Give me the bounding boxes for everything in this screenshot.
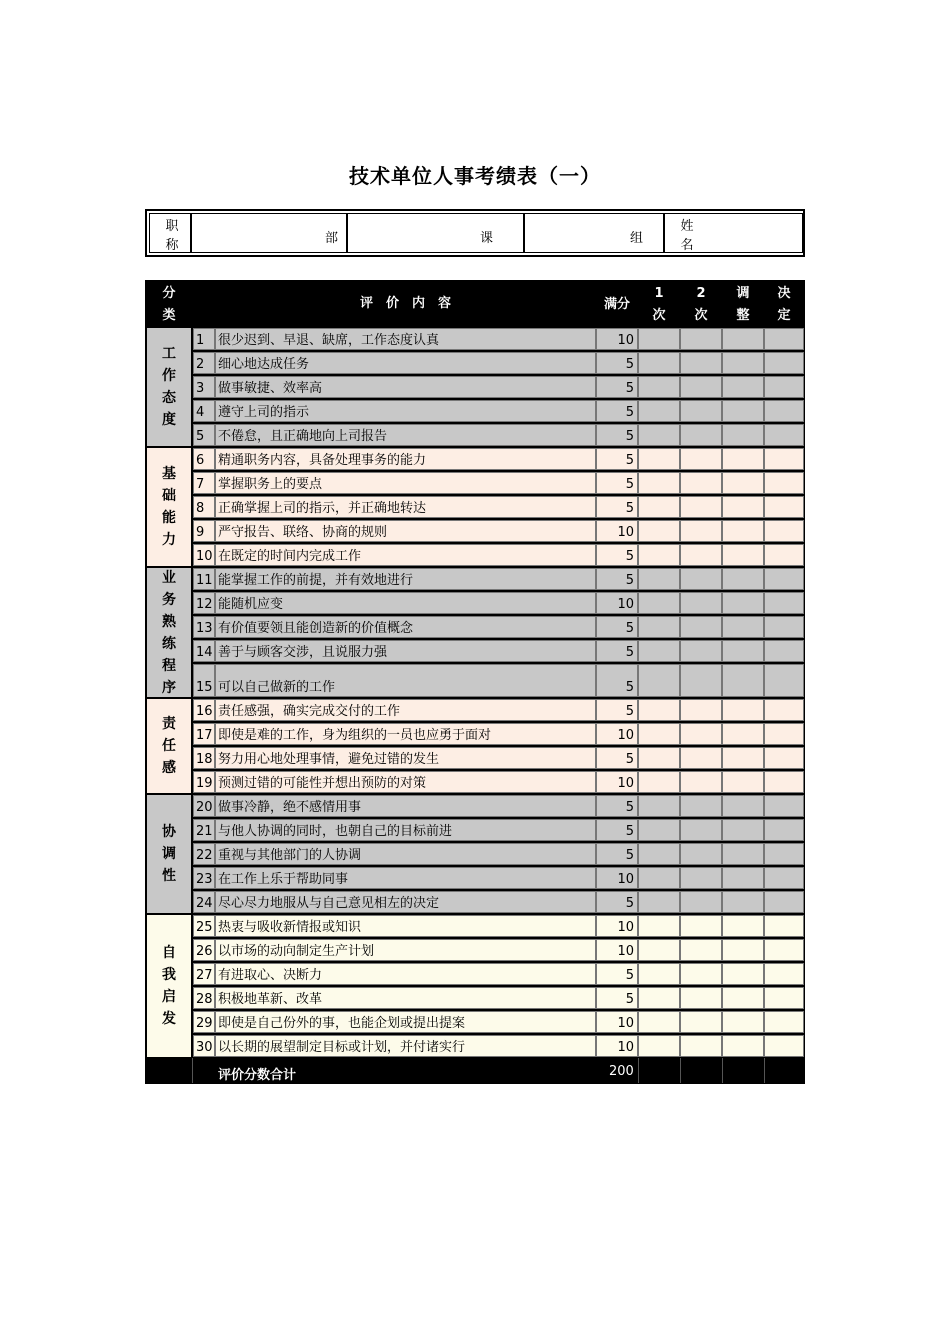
first-review-score-field[interactable] [638, 867, 680, 889]
category-char: 态 [162, 390, 176, 406]
item-description: 很少迟到、早退、缺席，工作态度认真 [215, 328, 596, 350]
category-char: 协 [162, 824, 176, 840]
first-review-score-field[interactable] [638, 963, 680, 985]
category-char: 熟 [162, 613, 176, 630]
second-review-score-field[interactable] [680, 699, 722, 721]
item-number: 13 [193, 616, 215, 638]
adjusted-score-field[interactable] [722, 544, 764, 566]
second-review-score-field[interactable] [680, 771, 722, 793]
item-description: 热衷与吸收新情报或知识 [215, 915, 596, 937]
group-label: 组 [629, 231, 643, 246]
item-number: 29 [193, 1011, 215, 1033]
second-review-score-field[interactable] [680, 568, 722, 590]
table-row [146, 770, 804, 794]
final-score-field[interactable] [764, 987, 804, 1009]
second-review-score-field[interactable] [680, 987, 722, 1009]
table-row [146, 567, 804, 591]
item-full-score: 5 [596, 496, 638, 518]
second-review-score-field[interactable] [680, 640, 722, 662]
adjusted-score-field[interactable] [722, 1035, 764, 1057]
item-number: 26 [193, 939, 215, 961]
table-row [146, 495, 804, 519]
item-number: 18 [193, 747, 215, 769]
item-description: 细心地达成任务 [215, 352, 596, 374]
first-review-score-field[interactable] [638, 664, 680, 697]
second-review-score-field[interactable] [680, 616, 722, 638]
first-review-score-field[interactable] [638, 520, 680, 542]
final-score-field[interactable] [764, 328, 804, 350]
adjusted-score-field[interactable] [722, 723, 764, 745]
category-char: 自 [162, 945, 176, 961]
category-cell [147, 795, 191, 913]
adjusted-score-field[interactable] [722, 616, 764, 638]
table-row [146, 914, 804, 938]
final-score-field[interactable] [764, 795, 804, 817]
final-score-field[interactable] [764, 699, 804, 721]
second-review-score-field[interactable] [680, 592, 722, 614]
item-full-score: 5 [596, 544, 638, 566]
item-full-score: 10 [596, 867, 638, 889]
item-number: 27 [193, 963, 215, 985]
item-full-score: 10 [596, 520, 638, 542]
item-number: 11 [193, 568, 215, 590]
adjusted-score-field[interactable] [722, 328, 764, 350]
item-number: 25 [193, 915, 215, 937]
item-number: 16 [193, 699, 215, 721]
second-review-score-field[interactable] [680, 1035, 722, 1057]
category-char: 启 [162, 989, 176, 1005]
category-char: 感 [162, 760, 176, 776]
category-char: 础 [162, 488, 176, 504]
item-description: 做事冷静，绝不感情用事 [215, 795, 596, 817]
item-description: 以市场的动向制定生产计划 [215, 939, 596, 961]
final-score-field[interactable] [764, 352, 804, 374]
item-description: 严守报告、联络、协商的规则 [215, 520, 596, 542]
item-number: 2 [193, 352, 215, 374]
final-score-field[interactable] [764, 723, 804, 745]
second-review-score-field[interactable] [680, 496, 722, 518]
category-char: 作 [162, 368, 176, 384]
header-second-review: 2 次 [694, 286, 708, 323]
adjusted-score-field[interactable] [722, 664, 764, 697]
category-char: 能 [162, 510, 176, 526]
second-review-score-field[interactable] [680, 376, 722, 398]
second-review-score-field[interactable] [680, 352, 722, 374]
header-category: 分 类 [162, 286, 176, 323]
final-score-field[interactable] [764, 616, 804, 638]
item-number: 9 [193, 520, 215, 542]
item-full-score: 5 [596, 819, 638, 841]
category-char: 我 [162, 967, 176, 983]
adjusted-score-field[interactable] [722, 472, 764, 494]
final-score-field[interactable] [764, 867, 804, 889]
employee-info-table [145, 209, 805, 257]
final-score-field[interactable] [764, 819, 804, 841]
item-description: 预测过错的可能性并想出预防的对策 [215, 771, 596, 793]
item-number: 24 [193, 891, 215, 913]
table-row [146, 866, 804, 890]
category-cell [147, 915, 191, 1057]
category-char: 性 [162, 868, 176, 884]
category-char: 务 [162, 591, 176, 608]
table-row [146, 698, 804, 722]
item-number: 7 [193, 472, 215, 494]
item-description: 正确掌握上司的指示，并正确地转达 [215, 496, 596, 518]
item-full-score: 5 [596, 616, 638, 638]
adjusted-score-field[interactable] [722, 963, 764, 985]
item-full-score: 5 [596, 795, 638, 817]
adjusted-score-field[interactable] [722, 520, 764, 542]
item-full-score: 5 [596, 664, 638, 697]
table-row [146, 615, 804, 639]
second-review-score-field[interactable] [680, 723, 722, 745]
first-review-score-field[interactable] [638, 795, 680, 817]
item-full-score: 5 [596, 448, 638, 470]
category-char: 工 [162, 346, 176, 362]
first-review-score-field[interactable] [638, 544, 680, 566]
category-char: 度 [162, 412, 176, 428]
department-label: 部 [324, 231, 338, 246]
table-row [146, 746, 804, 770]
item-number: 22 [193, 843, 215, 865]
table-row [146, 842, 804, 866]
final-score-field[interactable] [764, 747, 804, 769]
item-number: 3 [193, 376, 215, 398]
item-description: 在既定的时间内完成工作 [215, 544, 596, 566]
item-full-score: 5 [596, 843, 638, 865]
second-review-score-field[interactable] [680, 520, 722, 542]
header-first-review: 1 次 [652, 286, 666, 323]
table-row [146, 962, 804, 986]
item-full-score: 5 [596, 472, 638, 494]
adjusted-score-field[interactable] [722, 568, 764, 590]
item-number: 4 [193, 400, 215, 422]
adjusted-score-field[interactable] [722, 867, 764, 889]
table-header [146, 281, 804, 327]
category-char: 程 [162, 657, 176, 674]
adjusted-score-field[interactable] [722, 747, 764, 769]
first-review-score-field[interactable] [638, 400, 680, 422]
category-char: 力 [162, 532, 176, 548]
adjusted-score-field[interactable] [722, 771, 764, 793]
second-review-score-field[interactable] [680, 544, 722, 566]
final-score-field[interactable] [764, 915, 804, 937]
category-char: 责 [162, 716, 176, 732]
final-score-field[interactable] [764, 376, 804, 398]
category-cell [147, 568, 191, 697]
category-char: 业 [162, 569, 176, 586]
second-review-score-field[interactable] [680, 747, 722, 769]
item-description: 不倦怠，且正确地向上司报告 [215, 424, 596, 446]
header-content: 评 价 内 容 [359, 296, 451, 311]
first-review-score-field[interactable] [638, 352, 680, 374]
second-review-score-field[interactable] [680, 664, 722, 697]
item-number: 5 [193, 424, 215, 446]
final-score-field[interactable] [764, 472, 804, 494]
table-row [146, 986, 804, 1010]
table-row [146, 722, 804, 746]
first-review-score-field[interactable] [638, 616, 680, 638]
item-description: 掌握职务上的要点 [215, 472, 596, 494]
table-row [146, 639, 804, 663]
adjusted-score-field[interactable] [722, 592, 764, 614]
table-row [146, 663, 804, 698]
second-review-score-field[interactable] [680, 472, 722, 494]
item-description: 善于与顾客交涉，且说服力强 [215, 640, 596, 662]
category-cell [147, 328, 191, 446]
final-score-field[interactable] [764, 520, 804, 542]
final-score-field[interactable] [764, 891, 804, 913]
item-full-score: 10 [596, 592, 638, 614]
second-review-score-field[interactable] [680, 843, 722, 865]
item-number: 23 [193, 867, 215, 889]
item-number: 8 [193, 496, 215, 518]
item-description: 有进取心、决断力 [215, 963, 596, 985]
adjusted-score-field[interactable] [722, 496, 764, 518]
table-row [146, 447, 804, 471]
item-full-score: 10 [596, 328, 638, 350]
item-number: 30 [193, 1035, 215, 1057]
second-review-score-field[interactable] [680, 963, 722, 985]
first-review-score-field[interactable] [638, 496, 680, 518]
category-char: 练 [162, 635, 176, 652]
section-field[interactable] [347, 213, 524, 253]
item-description: 能掌握工作的前提，并有效地进行 [215, 568, 596, 590]
table-row [146, 890, 804, 914]
first-review-score-field[interactable] [638, 640, 680, 662]
first-review-score-field[interactable] [638, 843, 680, 865]
first-review-score-field[interactable] [638, 939, 680, 961]
adjusted-score-field[interactable] [722, 987, 764, 1009]
adjusted-score-field[interactable] [722, 795, 764, 817]
item-description: 积极地革新、改革 [215, 987, 596, 1009]
second-review-score-field[interactable] [680, 939, 722, 961]
first-review-score-field[interactable] [638, 915, 680, 937]
item-full-score: 10 [596, 915, 638, 937]
final-score-field[interactable] [764, 640, 804, 662]
item-number: 20 [193, 795, 215, 817]
item-full-score: 5 [596, 747, 638, 769]
item-description: 做事敏捷、效率高 [215, 376, 596, 398]
table-row [146, 1010, 804, 1034]
final-score-field[interactable] [764, 592, 804, 614]
item-full-score: 10 [596, 1011, 638, 1033]
item-description: 精通职务内容，具备处理事务的能力 [215, 448, 596, 470]
item-description: 即使是难的工作，身为组织的一员也应勇于面对 [215, 723, 596, 745]
item-full-score: 5 [596, 400, 638, 422]
item-full-score: 10 [596, 939, 638, 961]
item-full-score: 5 [596, 352, 638, 374]
item-description: 责任感强，确实完成交付的工作 [215, 699, 596, 721]
final-score-field[interactable] [764, 496, 804, 518]
item-full-score: 5 [596, 699, 638, 721]
item-description: 以长期的展望制定目标或计划，并付诸实行 [215, 1035, 596, 1057]
name-label-2: 名 [680, 238, 694, 253]
table-row [146, 818, 804, 842]
final-score-field[interactable] [764, 568, 804, 590]
first-review-score-field[interactable] [638, 424, 680, 446]
adjusted-score-field[interactable] [722, 843, 764, 865]
first-review-score-field[interactable] [638, 987, 680, 1009]
first-review-score-field[interactable] [638, 723, 680, 745]
group-field[interactable] [524, 213, 664, 253]
item-full-score: 5 [596, 987, 638, 1009]
category-char: 调 [162, 846, 176, 862]
second-review-score-field[interactable] [680, 795, 722, 817]
first-review-score-field[interactable] [638, 376, 680, 398]
name-field[interactable] [664, 213, 803, 253]
position-label-2: 称 [165, 238, 179, 253]
first-review-score-field[interactable] [638, 891, 680, 913]
adjusted-score-field[interactable] [722, 376, 764, 398]
first-review-score-field[interactable] [638, 472, 680, 494]
page-title: 技术单位人事考绩表（一） [349, 164, 601, 188]
adjusted-score-field[interactable] [722, 400, 764, 422]
adjusted-score-field[interactable] [722, 448, 764, 470]
first-review-score-field[interactable] [638, 328, 680, 350]
second-review-score-field[interactable] [680, 448, 722, 470]
second-review-score-field[interactable] [680, 1011, 722, 1033]
item-description: 可以自己做新的工作 [215, 664, 596, 697]
first-review-score-field[interactable] [638, 819, 680, 841]
item-description: 有价值要领且能创造新的价值概念 [215, 616, 596, 638]
first-review-score-field[interactable] [638, 592, 680, 614]
category-cell [147, 699, 191, 793]
final-score-field[interactable] [764, 939, 804, 961]
final-score-field[interactable] [764, 400, 804, 422]
header-full-score: 满分 [603, 297, 630, 312]
first-review-score-field[interactable] [638, 1011, 680, 1033]
item-full-score: 5 [596, 376, 638, 398]
final-score-field[interactable] [764, 1011, 804, 1033]
item-number: 15 [193, 664, 215, 697]
adjusted-score-field[interactable] [722, 939, 764, 961]
table-row [146, 794, 804, 818]
adjusted-score-field[interactable] [722, 640, 764, 662]
table-row [146, 327, 804, 351]
final-score-field[interactable] [764, 544, 804, 566]
item-number: 21 [193, 819, 215, 841]
table-row [146, 1034, 804, 1058]
final-score-field[interactable] [764, 843, 804, 865]
item-number: 17 [193, 723, 215, 745]
department-field[interactable] [191, 213, 347, 253]
adjusted-score-field[interactable] [722, 352, 764, 374]
item-description: 尽心尽力地服从与自己意见相左的决定 [215, 891, 596, 913]
final-score-field[interactable] [764, 963, 804, 985]
second-review-score-field[interactable] [680, 424, 722, 446]
first-review-score-field[interactable] [638, 699, 680, 721]
item-description: 能随机应变 [215, 592, 596, 614]
table-row [146, 519, 804, 543]
table-row [146, 351, 804, 375]
item-full-score: 5 [596, 963, 638, 985]
second-review-score-field[interactable] [680, 328, 722, 350]
item-number: 12 [193, 592, 215, 614]
second-review-score-field[interactable] [680, 915, 722, 937]
table-row [146, 399, 804, 423]
adjusted-score-field[interactable] [722, 915, 764, 937]
item-description: 重视与其他部门的人协调 [215, 843, 596, 865]
total-label: 评价分数合计 [218, 1068, 297, 1083]
item-full-score: 10 [596, 1035, 638, 1057]
adjusted-score-field[interactable] [722, 699, 764, 721]
name-label-1: 姓 [680, 219, 694, 234]
section-label: 课 [479, 231, 493, 246]
first-review-score-field[interactable] [638, 1035, 680, 1057]
item-full-score: 5 [596, 891, 638, 913]
final-score-field[interactable] [764, 1035, 804, 1057]
category-cell [147, 448, 191, 566]
adjusted-score-field[interactable] [722, 1011, 764, 1033]
item-description: 即使是自己份外的事，也能企划或提出提案 [215, 1011, 596, 1033]
table-row [146, 543, 804, 567]
first-review-score-field[interactable] [638, 747, 680, 769]
adjusted-score-field[interactable] [722, 424, 764, 446]
item-number: 28 [193, 987, 215, 1009]
second-review-score-field[interactable] [680, 867, 722, 889]
second-review-score-field[interactable] [680, 819, 722, 841]
final-score-field[interactable] [764, 424, 804, 446]
category-char: 基 [162, 466, 176, 482]
total-row [146, 1058, 804, 1083]
position-label-1: 职 [165, 219, 179, 234]
final-score-field[interactable] [764, 664, 804, 697]
adjusted-score-field[interactable] [722, 891, 764, 913]
final-score-field[interactable] [764, 448, 804, 470]
item-number: 1 [193, 328, 215, 350]
header-decide: 决 定 [777, 286, 791, 323]
item-full-score: 5 [596, 568, 638, 590]
item-full-score: 5 [596, 424, 638, 446]
adjusted-score-field[interactable] [722, 819, 764, 841]
second-review-score-field[interactable] [680, 891, 722, 913]
table-row [146, 938, 804, 962]
total-value: 200 [609, 1064, 634, 1079]
item-number: 6 [193, 448, 215, 470]
category-char: 任 [162, 738, 176, 754]
second-review-score-field[interactable] [680, 400, 722, 422]
item-number: 14 [193, 640, 215, 662]
position-label-cell [149, 213, 191, 253]
final-score-field[interactable] [764, 771, 804, 793]
item-description: 努力用心地处理事情，避免过错的发生 [215, 747, 596, 769]
item-number: 19 [193, 771, 215, 793]
table-row [146, 591, 804, 615]
item-full-score: 5 [596, 640, 638, 662]
category-char: 序 [162, 679, 176, 696]
first-review-score-field[interactable] [638, 568, 680, 590]
item-description: 遵守上司的指示 [215, 400, 596, 422]
item-full-score: 10 [596, 723, 638, 745]
first-review-score-field[interactable] [638, 448, 680, 470]
table-row [146, 471, 804, 495]
table-row [146, 375, 804, 399]
item-description: 在工作上乐于帮助同事 [215, 867, 596, 889]
header-adjust: 调 整 [736, 286, 750, 323]
category-char: 发 [162, 1011, 176, 1027]
table-row [146, 423, 804, 447]
item-full-score: 10 [596, 771, 638, 793]
first-review-score-field[interactable] [638, 771, 680, 793]
item-description: 与他人协调的同时，也朝自己的目标前进 [215, 819, 596, 841]
item-number: 10 [193, 544, 215, 566]
evaluation-table [145, 280, 805, 1084]
